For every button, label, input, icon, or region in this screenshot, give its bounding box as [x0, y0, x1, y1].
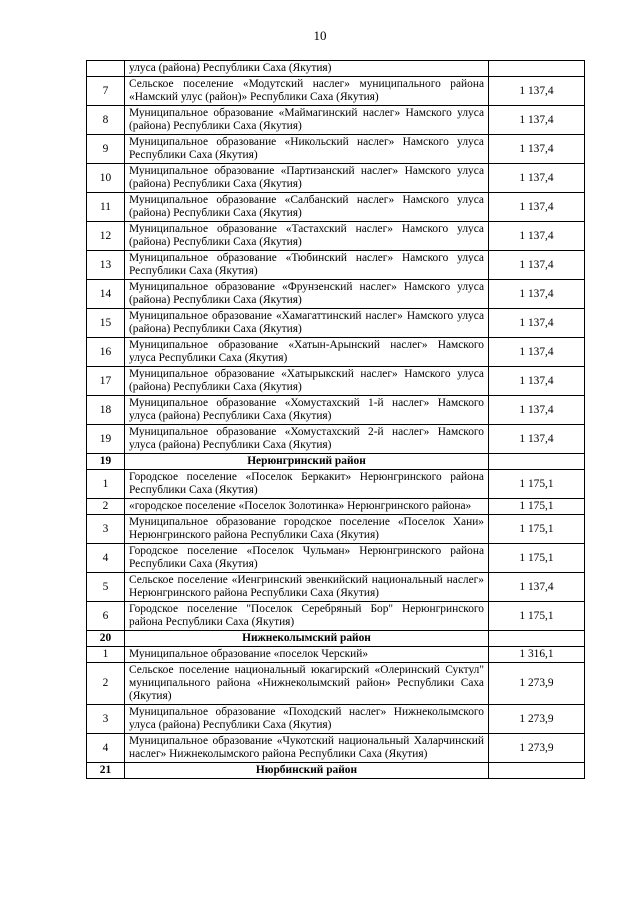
settlement-name: Муниципальное образование «Хатын-Арынский наслег» Намского улуса Республики Саха (Якутия): [125, 338, 489, 367]
row-number: 7: [87, 77, 125, 106]
amount-value: 1 137,4: [489, 338, 585, 367]
amount-value: 1 137,4: [489, 251, 585, 280]
district-header-row: [87, 454, 585, 470]
settlement-name: Городское поселение "Поселок Серебряный Бор" Нерюнгринского района Республики Саха (Якутия): [125, 602, 489, 631]
amount-value: 1 137,4: [489, 106, 585, 135]
row-number: 3: [87, 705, 125, 734]
settlement-name: Муниципальное образование городское поселение «Поселок Хани» Нерюнгринского района Республики Саха (Якутия): [125, 515, 489, 544]
amount-value: 1 137,4: [489, 396, 585, 425]
amount-value: 1 137,4: [489, 573, 585, 602]
row-number: 20: [87, 631, 125, 647]
table-row: [87, 647, 585, 663]
district-header-row: [87, 763, 585, 779]
table-row: [87, 106, 585, 135]
settlement-name: Муниципальное образование «Хамагаттинский наслег» Намского улуса (района) Республики Саха (Якутия): [125, 309, 489, 338]
settlement-name: Муниципальное образование «Тастахский наслег» Намского улуса (района) Республики Саха (Якутия): [125, 222, 489, 251]
settlement-name: Муниципальное образование «Никольский наслег» Намского улуса Республики Саха (Якутия): [125, 135, 489, 164]
row-number: 2: [87, 499, 125, 515]
table-row: [87, 544, 585, 573]
row-number: 9: [87, 135, 125, 164]
amount-value: 1 137,4: [489, 425, 585, 454]
row-number: 4: [87, 544, 125, 573]
settlement-name: Муниципальное образование «Тюбинский наслег» Намского улуса Республики Саха (Якутия): [125, 251, 489, 280]
amount-value: 1 137,4: [489, 309, 585, 338]
row-number: 19: [87, 425, 125, 454]
page-number: 10: [313, 28, 327, 43]
amount-value: [489, 763, 585, 779]
row-number: 13: [87, 251, 125, 280]
district-name: Нижнеколымский район: [125, 631, 489, 647]
district-name: Нюрбинский район: [125, 763, 489, 779]
amount-value: 1 316,1: [489, 647, 585, 663]
amount-value: [489, 454, 585, 470]
table-row: [87, 470, 585, 499]
table-row: [87, 61, 585, 77]
settlement-name: Муниципальное образование «Партизанский наслег» Намского улуса (района) Республики Саха (Якутия): [125, 164, 489, 193]
amount-value: 1 137,4: [489, 367, 585, 396]
settlement-name: Сельское поселение национальный юкагирский «Олеринский Суктул" муниципального района «Нижнеколымский район» Республики Саха (Якутия): [125, 663, 489, 705]
table-row: [87, 705, 585, 734]
table-row: [87, 573, 585, 602]
table-row: [87, 222, 585, 251]
amount-value: 1 137,4: [489, 193, 585, 222]
table-body: [87, 61, 585, 779]
table-row: [87, 663, 585, 705]
row-number: 6: [87, 602, 125, 631]
row-number: [87, 61, 125, 77]
amount-value: 1 175,1: [489, 499, 585, 515]
table-row: [87, 193, 585, 222]
table-row: [87, 251, 585, 280]
amount-value: 1 273,9: [489, 705, 585, 734]
table-row: [87, 602, 585, 631]
settlement-name: Городское поселение «Поселок Беркакит» Нерюнгринского района Республики Саха (Якутия): [125, 470, 489, 499]
settlement-name: «городское поселение «Поселок Золотинка» Нерюнгринского района»: [125, 499, 489, 515]
table-row: [87, 396, 585, 425]
settlement-name: Городское поселение «Поселок Чульман» Нерюнгринского района Республики Саха (Якутия): [125, 544, 489, 573]
settlements-table: [86, 60, 585, 779]
amount-value: 1 273,9: [489, 734, 585, 763]
row-number: 5: [87, 573, 125, 602]
amount-value: 1 137,4: [489, 77, 585, 106]
district-header-row: [87, 631, 585, 647]
settlement-name: Муниципальное образование «Фрунзенский наслег» Намского улуса (района) Республики Саха (Якутия): [125, 280, 489, 309]
amount-value: [489, 631, 585, 647]
row-number: 19: [87, 454, 125, 470]
amount-value: 1 175,1: [489, 544, 585, 573]
amount-value: 1 137,4: [489, 135, 585, 164]
row-number: 8: [87, 106, 125, 135]
row-number: 4: [87, 734, 125, 763]
amount-value: [489, 61, 585, 77]
table-row: [87, 425, 585, 454]
amount-value: 1 137,4: [489, 222, 585, 251]
row-number: 15: [87, 309, 125, 338]
settlement-name: улуса (района) Республики Саха (Якутия): [125, 61, 489, 77]
amount-value: 1 137,4: [489, 164, 585, 193]
row-number: 2: [87, 663, 125, 705]
row-number: 12: [87, 222, 125, 251]
settlement-name: Муниципальное образование «Чукотский национальный Халарчинский наслег» Нижнеколымского района Республики Саха (Якутия): [125, 734, 489, 763]
settlement-name: Муниципальное образование «Хомустахский 1-й наслег» Намского улуса (района) Республики Саха (Якутия): [125, 396, 489, 425]
amount-value: 1 175,1: [489, 470, 585, 499]
settlement-name: Муниципальное образование «Хатырыкский наслег» Намского улуса (района) Республики Саха (Якутия): [125, 367, 489, 396]
settlement-name: Муниципальное образование «Маймагинский наслег» Намского улуса (района) Республики Саха (Якутия): [125, 106, 489, 135]
table-row: [87, 309, 585, 338]
amount-value: 1 175,1: [489, 602, 585, 631]
amount-value: 1 137,4: [489, 280, 585, 309]
table-row: [87, 499, 585, 515]
row-number: 16: [87, 338, 125, 367]
row-number: 10: [87, 164, 125, 193]
amount-value: 1 175,1: [489, 515, 585, 544]
settlement-name: Муниципальное образование «поселок Черский»: [125, 647, 489, 663]
row-number: 3: [87, 515, 125, 544]
row-number: 1: [87, 470, 125, 499]
table-row: [87, 77, 585, 106]
table-row: [87, 135, 585, 164]
row-number: 18: [87, 396, 125, 425]
row-number: 11: [87, 193, 125, 222]
settlement-name: Муниципальное образование «Походский наслег» Нижнеколымского улуса (района) Республики Саха (Якутия): [125, 705, 489, 734]
table-row: [87, 338, 585, 367]
table-row: [87, 280, 585, 309]
row-number: 1: [87, 647, 125, 663]
row-number: 17: [87, 367, 125, 396]
row-number: 14: [87, 280, 125, 309]
table-row: [87, 164, 585, 193]
settlement-name: Муниципальное образование «Салбанский наслег» Намского улуса (района) Республики Саха (Якутия): [125, 193, 489, 222]
settlement-name: Сельское поселение «Иенгринский эвенкийский национальный наслег» Нерюнгринского района Республики Саха (Якутия): [125, 573, 489, 602]
settlement-name: Муниципальное образование «Хомустахский 2-й наслег» Намского улуса (района) Республики Саха (Якутия): [125, 425, 489, 454]
table-row: [87, 515, 585, 544]
table-row: [87, 734, 585, 763]
amount-value: 1 273,9: [489, 663, 585, 705]
row-number: 21: [87, 763, 125, 779]
district-name: Нерюнгринский район: [125, 454, 489, 470]
table-row: [87, 367, 585, 396]
settlement-name: Сельское поселение «Модутский наслег» муниципального района «Намский улус (район)» Республики Саха (Якутия): [125, 77, 489, 106]
